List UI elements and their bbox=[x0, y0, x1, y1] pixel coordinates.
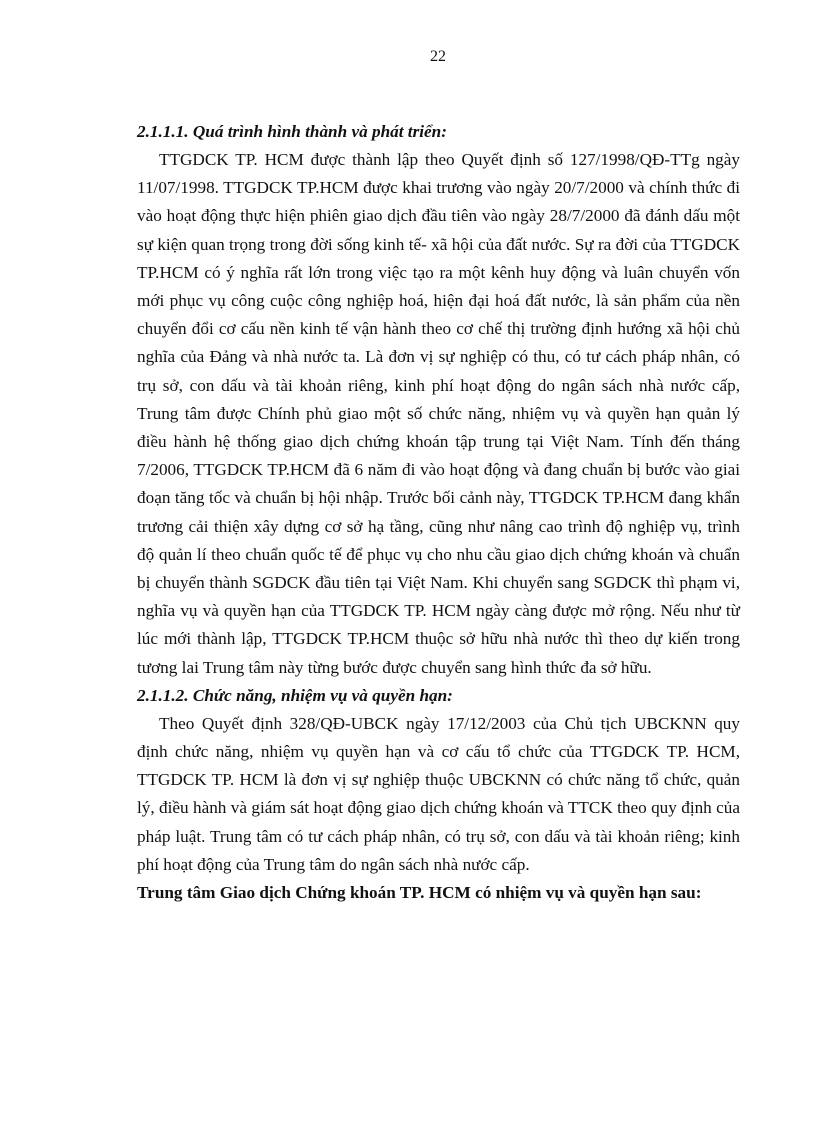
section-heading-functions: 2.1.1.2. Chức năng, nhiệm vụ và quyền hạn: bbox=[137, 685, 453, 705]
paragraph-history: TTGDCK TP. HCM được thành lập theo Quyết định số 127/1998/QĐ-TTg ngày 11/07/1998. TTGDCK TP.HCM được khai trương vào ngày 20/7/2000 và chính thức đi vào hoạt động thực hiện phiên giao dịch đầu tiên vào ngày 28/7/2000 đã đánh dấu một sự kiện quan trọng trong đời sống kinh tế- xã hội của đất nước. Sự ra đời của TTGDCK TP.HCM có ý nghĩa rất lớn trong việc tạo ra một kênh huy động và luân chuyển vốn mới phục vụ công cuộc công nghiệp hoá, hiện đại hoá đất nước, là sản phẩm của nền chuyển đổi cơ cấu nền kinh tế vận hành theo cơ chế thị trường định hướng xã hội chủ nghĩa của Đảng và nhà nước ta. Là đơn vị sự nghiệp có thu, có tư cách pháp nhân, có trụ sở, con dấu và tài khoản riêng, kinh phí hoạt động do ngân sách nhà nước cấp, Trung tâm được Chính phủ giao một số chức năng, nhiệm vụ và quyền hạn quản lý điều hành hệ thống giao dịch chứng khoán tập trung tại Việt Nam. Tính đến tháng 7/2006, TTGDCK TP.HCM đã 6 năm đi vào hoạt động và đang chuẩn bị bước vào giai đoạn tăng tốc và chuẩn bị hội nhập. Trước bối cảnh này, TTGDCK TP.HCM đang khẩn trương cải thiện xây dựng cơ sở hạ tầng, cũng như nâng cao trình độ nghiệp vụ, trình độ quản lí theo chuẩn quốc tế để phục vụ cho nhu cầu giao dịch chứng khoán và chuẩn bị chuyển thành SGDCK đầu tiên tại Việt Nam. Khi chuyển sang SGDCK thì phạm vi, nghĩa vụ và quyền hạn của TTGDCK TP. HCM ngày càng được mở rộng. Nếu như từ lúc mới thành lập, TTGDCK TP.HCM thuộc sở hữu nhà nước thì theo dự kiến trong tương lai Trung tâm này từng bước được chuyển sang hình thức đa sở hữu. bbox=[137, 150, 740, 677]
section-heading-history: 2.1.1.1. Quá trình hình thành và phát triển: bbox=[137, 122, 447, 141]
duties-intro-line: Trung tâm Giao dịch Chứng khoán TP. HCM có nhiệm vụ và quyền hạn sau: bbox=[137, 883, 702, 903]
page-content bbox=[137, 118, 740, 907]
page-number: 22 bbox=[430, 48, 446, 65]
paragraph-functions: Theo Quyết định 328/QĐ-UBCK ngày 17/12/2003 của Chủ tịch UBCKNN quy định chức năng, nhiệm vụ quyền hạn và cơ cấu tổ chức của TTGDCK TP. HCM, TTGDCK TP. HCM là đơn vị sự nghiệp thuộc UBCKNN có chức năng tổ chức, quản lý, điều hành và giám sát hoạt động giao dịch chứng khoán và TTCK theo quy định của pháp luật. Trung tâm có tư cách pháp nhân, có trụ sở, con dấu và tài khoản riêng; kinh phí hoạt động của Trung tâm do ngân sách nhà nước cấp. bbox=[137, 713, 740, 874]
